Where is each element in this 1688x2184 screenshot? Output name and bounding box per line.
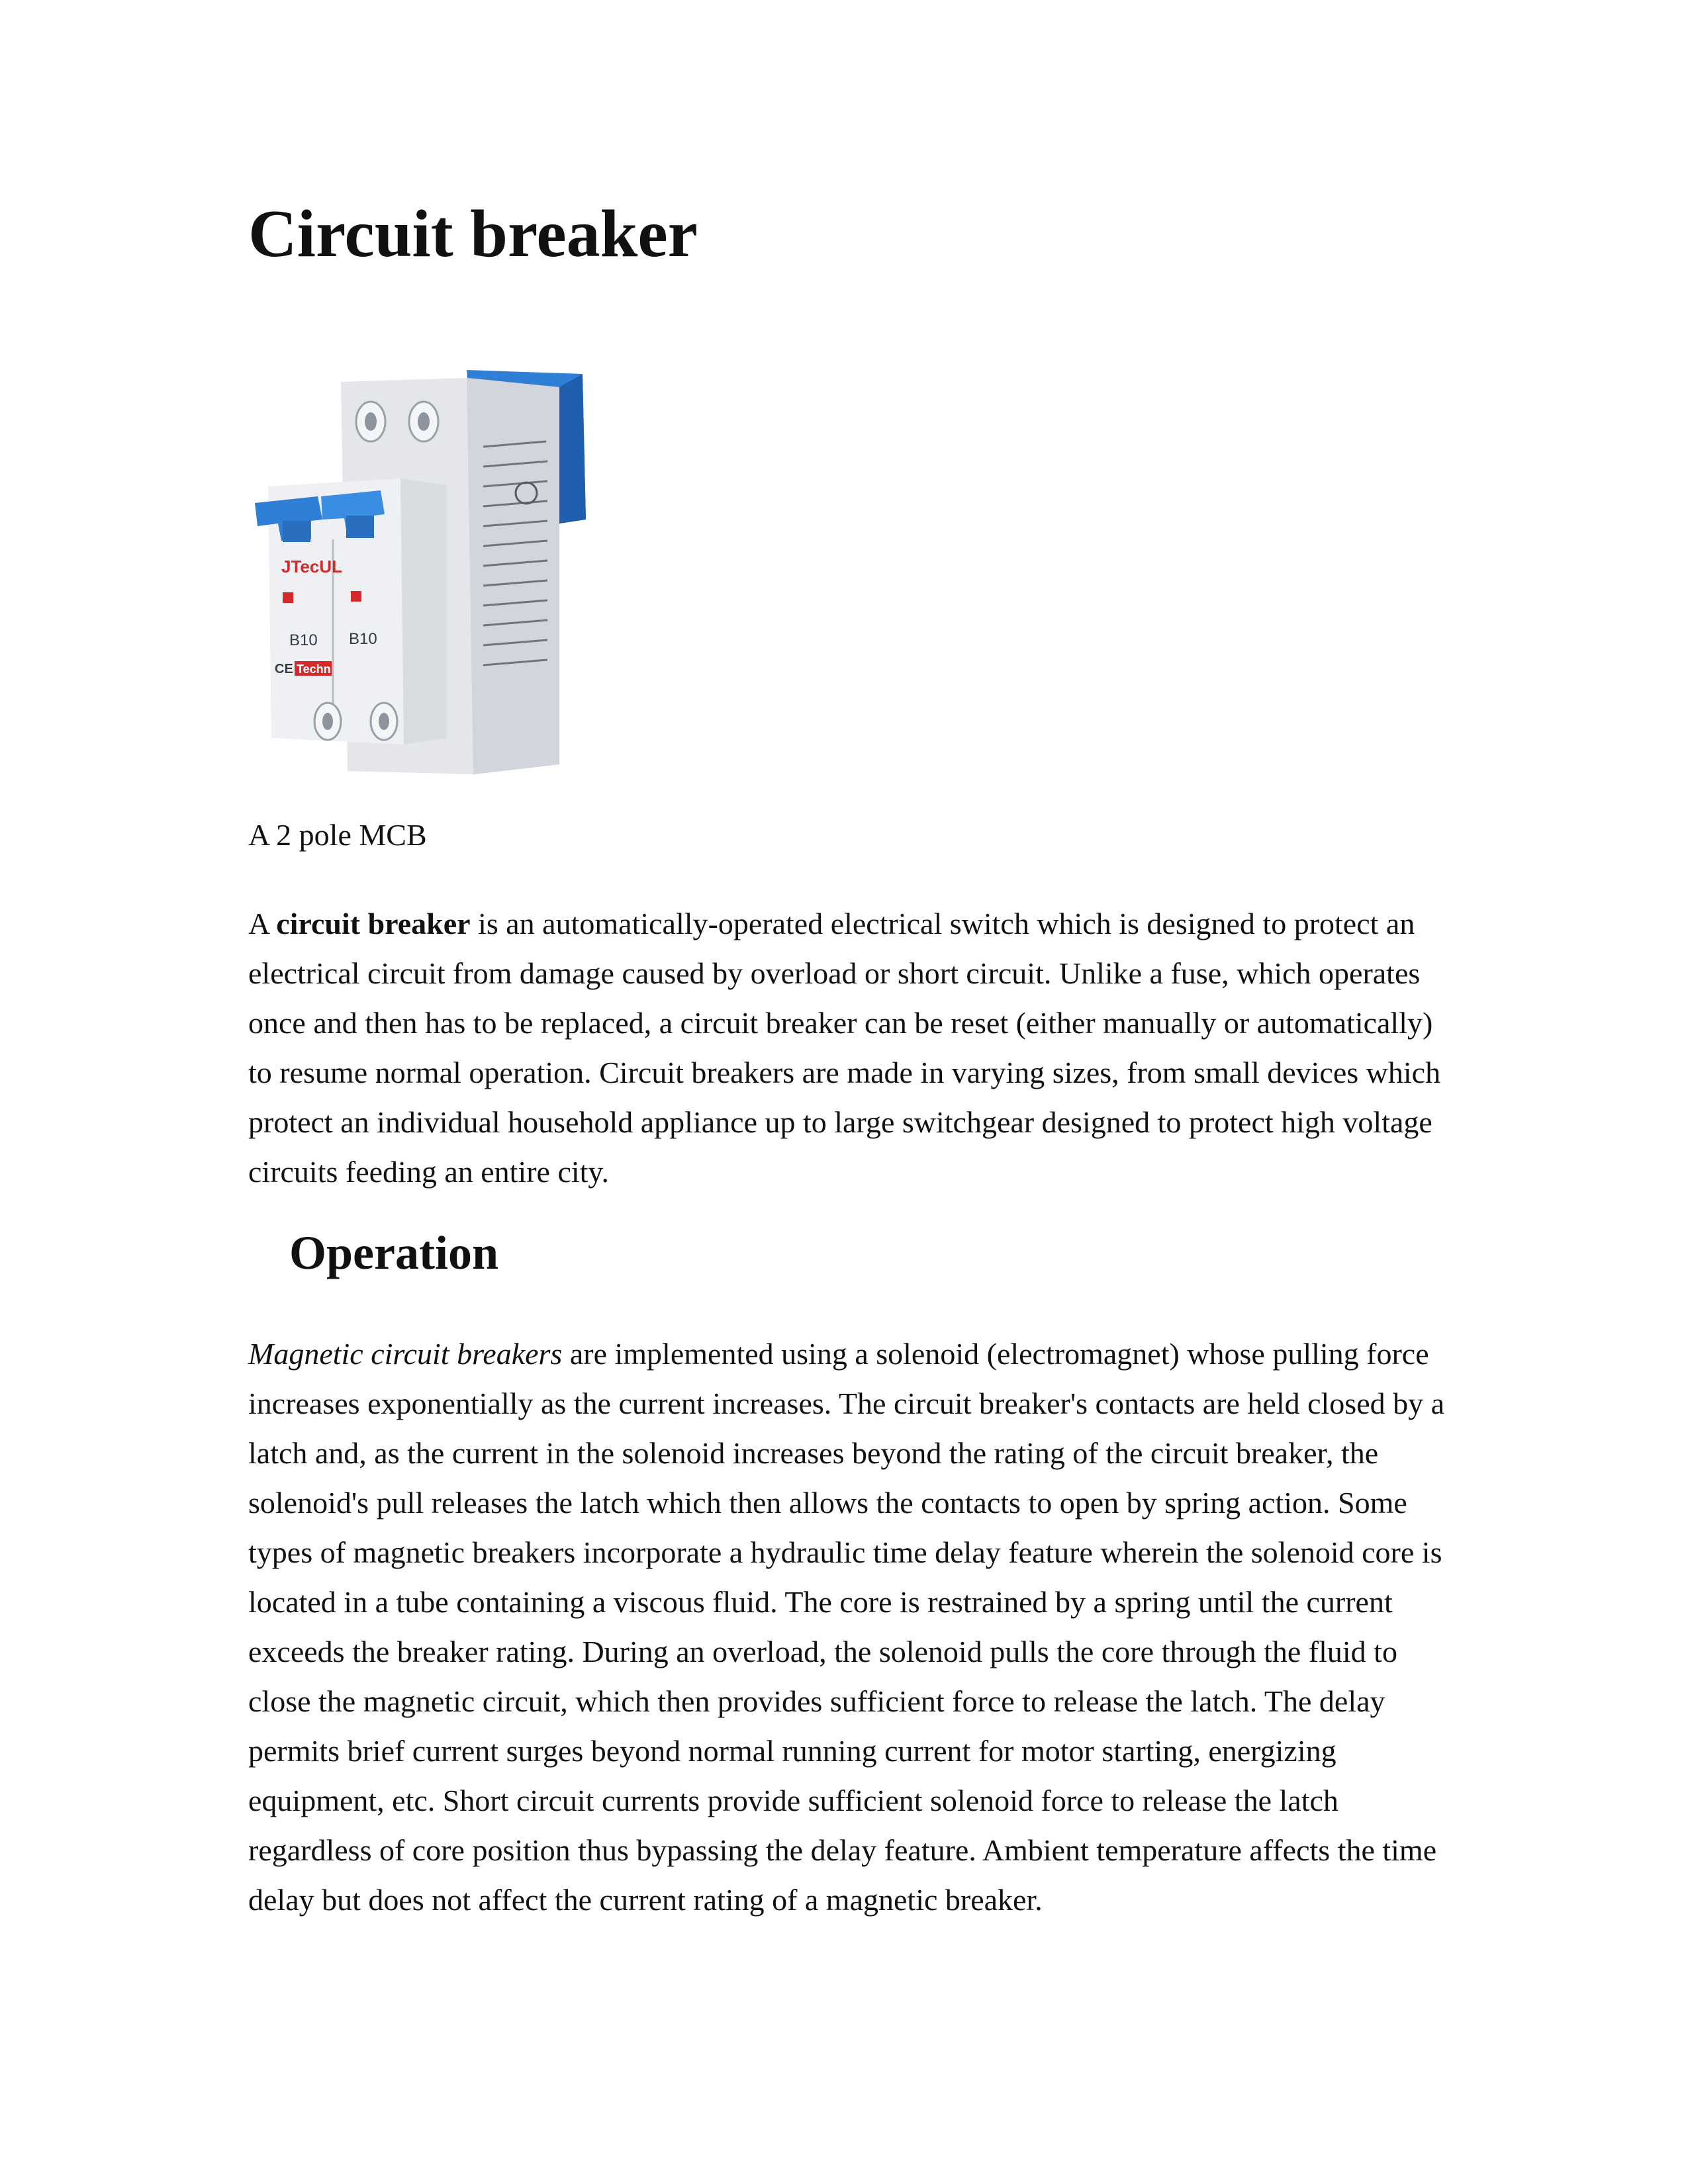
svg-text:CE: CE: [275, 662, 293, 676]
intro-term: circuit breaker: [276, 907, 471, 940]
svg-text:Techn: Techn: [297, 662, 331, 676]
svg-text:B10: B10: [289, 631, 318, 649]
intro-lead: A: [248, 907, 277, 940]
intro-paragraph: [248, 899, 1446, 1197]
page-title: Circuit breaker: [248, 197, 698, 271]
section-heading-operation: Operation: [289, 1226, 498, 1279]
intro-text: is an automatically-operated electrical switch which is designed to protect an electrical circuit from damage caused by overload or short circuit. Unlike a fuse, which operates once and then has to be replaced, a circuit breaker can be reset (either manually or automatically) to resume normal operation. Circuit breakers are made in varying sizes, from small devices which protect an individual household appliance up to large switchgear designed to protect high voltage circuits feeding an entire city.: [248, 907, 1441, 1189]
operation-term: Magnetic circuit breakers: [248, 1337, 563, 1371]
svg-text:JTecUL: JTecUL: [281, 557, 342, 576]
circuit-breaker-figure: [248, 367, 606, 784]
figure-caption: A 2 pole MCB: [248, 818, 427, 852]
operation-paragraph: [248, 1329, 1446, 1925]
circuit-breaker-photo: [248, 367, 606, 784]
svg-text:B10: B10: [349, 630, 377, 648]
operation-text: are implemented using a solenoid (electromagnet) whose pulling force increases exponentially as the current increases. The circuit breaker's contacts are held closed by a latch and, as the current in the solenoid increases beyond the rating of the circuit breaker, the solenoid's pull releases the latch which then allows the contacts to open by spring action. Some types of magnetic breakers incorporate a hydraulic time delay feature wherein the solenoid core is located in a tube containing a viscous fluid. The core is restrained by a spring until the current exceeds the breaker rating. During an overload, the solenoid pulls the core through the fluid to close the magnetic circuit, which then provides sufficient force to release the latch. The delay permits brief current surges beyond normal running current for motor starting, energizing equipment, etc. Short circuit currents provide sufficient solenoid force to release the latch regardless of core position thus bypassing the delay feature. Ambient temperature affects the time delay but does not affect the current rating of a magnetic breaker.: [248, 1337, 1445, 1917]
